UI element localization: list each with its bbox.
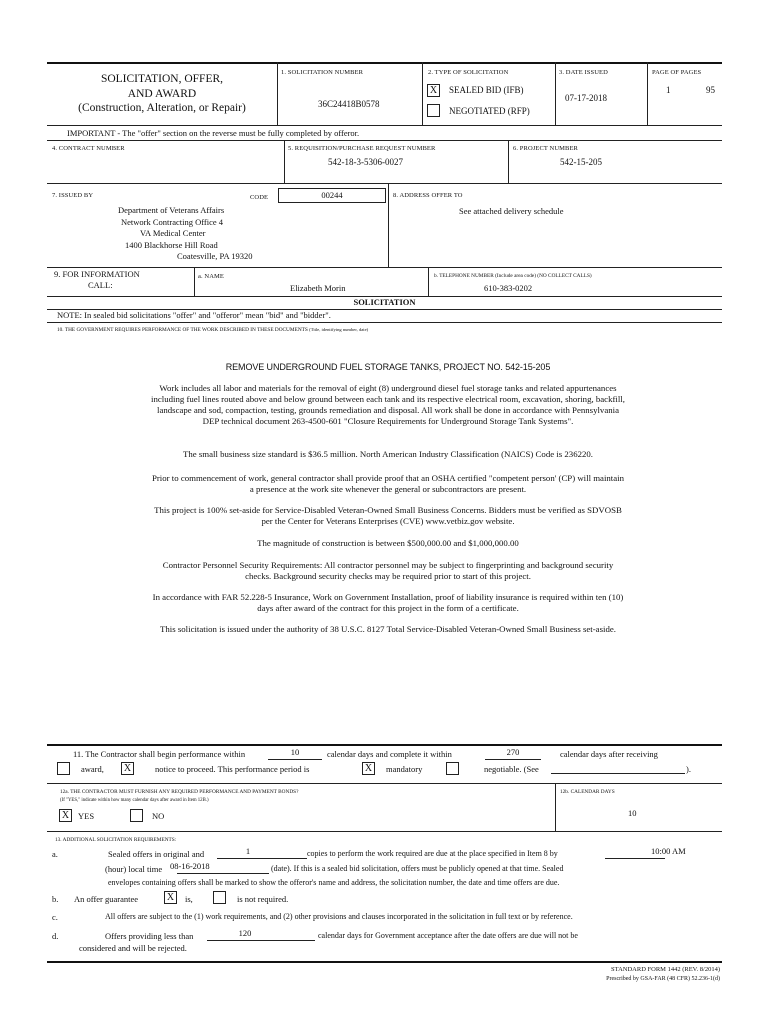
item-13-label: 13. ADDITIONAL SOLICITATION REQUIREMENTS: [55, 837, 177, 843]
work-title: REMOVE UNDERGROUND FUEL STORAGE TANKS, PROJECT NO. 542-15-205 [225, 362, 551, 372]
item-13d-text1: Offers providing less than [105, 931, 194, 941]
underline [207, 940, 315, 941]
divider [428, 267, 429, 296]
rule [47, 322, 722, 323]
work-paragraph: Contractor Personnel Security Requirements: All contractor personnel may be subject to fingerprinting and background security checks. Background security checks may be required prior to start of this project. [162, 560, 614, 581]
item-10-label [57, 327, 368, 333]
divider [194, 267, 195, 296]
requisition-number: 542-18-3-5306-0027 [328, 157, 403, 167]
bonds-yes-checkbox[interactable]: X [59, 809, 72, 822]
telephone-label: b. TELEPHONE NUMBER (Include area code) (NO COLLECT CALLS) [434, 273, 592, 279]
sealed-bid-checkbox[interactable]: X [427, 84, 440, 97]
work-paragraph: The small business size standard is $36.5 million. North American Industry Classification (NAICS) Code is 236220. [183, 449, 593, 459]
underline [551, 773, 685, 774]
rule [47, 267, 722, 268]
bonds-yes-label: YES [78, 811, 95, 821]
item-13c-letter: c. [52, 912, 58, 922]
total-pages: 95 [706, 85, 715, 95]
form-identifier: STANDARD FORM 1442 (REV. 8/2014) [611, 966, 720, 973]
divider [284, 140, 285, 183]
contact-name: Elizabeth Morin [290, 283, 346, 293]
issuer-line: Coatesville, PA 19320 [177, 251, 253, 261]
form-title [47, 72, 277, 116]
issuer-address [100, 205, 280, 263]
form-title-line3: (Construction, Alteration, or Repair) [78, 102, 246, 114]
underline [268, 759, 322, 760]
guarantee-not-required-checkbox[interactable] [213, 891, 226, 904]
for-information-line2: CALL: [88, 280, 113, 290]
negotiable-text: negotiable. (See [484, 764, 539, 774]
sealed-bid-label: SEALED BID (IFB) [449, 85, 524, 95]
issuer-line: Department of Veterans Affairs [118, 205, 225, 215]
calendar-days: 10 [628, 808, 637, 818]
section-rule [47, 744, 722, 746]
divider [277, 62, 278, 125]
due-date: 08-16-2018 [170, 861, 210, 871]
item-11-text-a: 11. The Contractor shall begin performance within [73, 749, 246, 759]
solicitation-number: 36C24418B0578 [318, 99, 380, 109]
mandatory-checkbox[interactable]: X [362, 762, 375, 775]
item-13a-text3: (hour) local time [105, 864, 163, 874]
divider [555, 783, 556, 831]
issuer-line: 1400 Blackhorse Hill Road [125, 239, 218, 250]
address-offer-value: See attached delivery schedule [459, 206, 564, 216]
date-issued: 07-17-2018 [565, 93, 607, 103]
item-13d-text2: calendar days for Government acceptance after the date offers are due will not be [318, 931, 578, 940]
divider [508, 140, 509, 183]
issuer-line: VA Medical Center [140, 228, 206, 238]
work-paragraph: In accordance with FAR 52.228-5 Insurance, Work on Government Installation, proof of liability insurance is required within ten (10) days after award of the contract for this project in the form of a certificate. [152, 592, 624, 613]
address-offer-label: 8. ADDRESS OFFER TO [393, 192, 463, 199]
sealed-bid-note: NOTE: In sealed bid solicitations "offer" and "offeror" mean "bid" and "bidder". [57, 310, 331, 320]
item-13a-text4: (date). If this is a sealed bid solicitation, offers must be publicly opened at that time. Sealed [271, 864, 564, 873]
award-checkbox[interactable] [57, 762, 70, 775]
requisition-label: 5. REQUISITION/PURCHASE REQUEST NUMBER [288, 145, 436, 152]
rule [47, 183, 722, 184]
form-title-line2: AND AWARD [127, 87, 197, 100]
issued-by-label: 7. ISSUED BY [52, 192, 94, 199]
divider [388, 183, 389, 267]
rule [47, 831, 722, 832]
rule [47, 125, 722, 126]
copies-count: 1 [245, 846, 251, 856]
item-13c-text: All offers are subject to the (1) work requirements, and (2) other provisions and clauses incorporated in the solicitation in full text or by reference. [105, 912, 573, 921]
negotiated-label: NEGOTIATED (RFP) [449, 106, 530, 116]
issuer-line: Network Contracting Office 4 [121, 216, 224, 227]
bottom-rule [47, 961, 722, 963]
project-number-label: 6. PROJECT NUMBER [513, 145, 578, 152]
item-11-text-c: calendar days after receiving [560, 749, 658, 759]
code-label: CODE [250, 194, 269, 201]
item-13a-text1: Sealed offers in original and [108, 849, 205, 859]
mandatory-label: mandatory [386, 764, 423, 774]
item-12a-label: 12a. THE CONTRACTOR MUST FURNISH ANY REQUIRED PERFORMANCE AND PAYMENT BONDS? [60, 789, 299, 795]
bonds-no-checkbox[interactable] [130, 809, 143, 822]
issuer-code: 00244 [278, 188, 386, 203]
notice-to-proceed-checkbox[interactable]: X [121, 762, 134, 775]
item-13a-text5: envelopes containing offers shall be marked to show the offeror's name and address, the solicitation number, the date and time offers are due. [108, 878, 560, 887]
days-to-complete: 270 [506, 747, 520, 757]
name-label: a. NAME [198, 273, 224, 280]
page-number: 1 [666, 85, 671, 95]
award-label: award, [81, 764, 104, 774]
contract-number-label: 4. CONTRACT NUMBER [52, 145, 125, 152]
item-13b-letter: b. [52, 894, 59, 904]
rule [47, 140, 722, 141]
guarantee-is-checkbox[interactable]: X [164, 891, 177, 904]
negotiable-checkbox[interactable] [446, 762, 459, 775]
days-to-begin: 10 [290, 747, 300, 757]
solicitation-type-label: 2. TYPE OF SOLICITATION [428, 69, 509, 76]
project-number: 542-15-205 [560, 157, 602, 167]
solicitation-number-label: 1. SOLICITATION NUMBER [281, 69, 364, 76]
item-10-text: 10. THE GOVERNMENT REQUIRES PERFORMANCE OF THE WORK DESCRIBED IN THESE DOCUMENTS [57, 327, 308, 333]
underline [605, 858, 665, 859]
item-12a-subtext: (If "YES," indicate within how many calendar days after award in Item 12B.) [60, 798, 209, 803]
work-paragraph: This solicitation is issued under the authority of 38 U.S.C. 8127 Total Service-Disabled Veteran-Owned Small Business set-aside. [160, 624, 616, 634]
for-information-line1: 9. FOR INFORMATION [54, 269, 140, 279]
solicitation-heading: SOLICITATION [353, 297, 416, 307]
bonds-no-label: NO [152, 811, 165, 821]
due-time: 10:00 AM [651, 846, 686, 856]
notice-text: notice to proceed. This performance period is [155, 764, 310, 774]
item-12b-label: 12b. CALENDAR DAYS [560, 789, 615, 795]
item-13d-text3: considered and will be rejected. [79, 943, 187, 953]
item-13b-text1: An offer guarantee [74, 894, 139, 904]
guarantee-is-label: is, [185, 894, 193, 904]
work-paragraph: The magnitude of construction is between $500,000.00 and $1,000,000.00 [257, 538, 519, 548]
underline [485, 759, 541, 760]
item-10-subtext: (Title, identifying number, date) [309, 327, 369, 332]
form-title-line1: SOLICITATION, OFFER, [100, 73, 224, 85]
underline [217, 858, 307, 859]
item-13a-text2: copies to perform the work required are due at the place specified in Item 8 by [307, 849, 558, 858]
pages-label: PAGE OF PAGES [652, 69, 702, 76]
telephone-number: 610-383-0202 [484, 283, 533, 293]
important-note: IMPORTANT - The "offer" section on the reverse must be fully completed by offeror. [67, 128, 360, 138]
top-rule [47, 62, 722, 64]
item-11-end: ). [686, 764, 691, 774]
work-paragraph: Work includes all labor and materials for the removal of eight (8) underground diesel fuel storage tanks and related appurtenances including fuel lines routed above and below ground between each tank and its respective electrical room, excavation, shoring, backfill, landscape and sod, compaction, testing, grounds remediation and disposal. All work shall be done in accordance with Pennsylvania DEP technical document 263-4500-601 "Closure Requirements for Underground Storage Tank Systems". [151, 383, 625, 426]
date-issued-label: 3. DATE ISSUED [559, 69, 608, 76]
acceptance-days: 120 [238, 928, 252, 938]
work-paragraph: This project is 100% set-aside for Service-Disabled Veteran-Owned Small Business Concerns. Bidders must be verified as SDVOSB per the Center for Veterans Enterprises (CVE) www.vetbiz.gov website. [154, 505, 622, 526]
work-paragraph: Prior to commencement of work, general contractor shall provide proof that an OSHA certified "competent person' (CP) will maintain a presence at the work site whenever the general or subcontractors are present. [151, 473, 624, 494]
guarantee-not-required-label: is not required. [237, 894, 289, 904]
for-information-label [54, 269, 140, 291]
divider [422, 62, 423, 125]
underline [177, 873, 269, 874]
negotiated-checkbox[interactable] [427, 104, 440, 117]
divider [555, 62, 556, 125]
rule [47, 783, 722, 784]
divider [647, 62, 648, 125]
item-13a-letter: a. [52, 849, 58, 859]
item-13d-letter: d. [52, 931, 59, 941]
item-11-text-b: calendar days and complete it within [327, 749, 452, 759]
prescribed-by: Prescribed by GSA-FAR (48 CFR) 52.236-1(d) [606, 976, 720, 982]
